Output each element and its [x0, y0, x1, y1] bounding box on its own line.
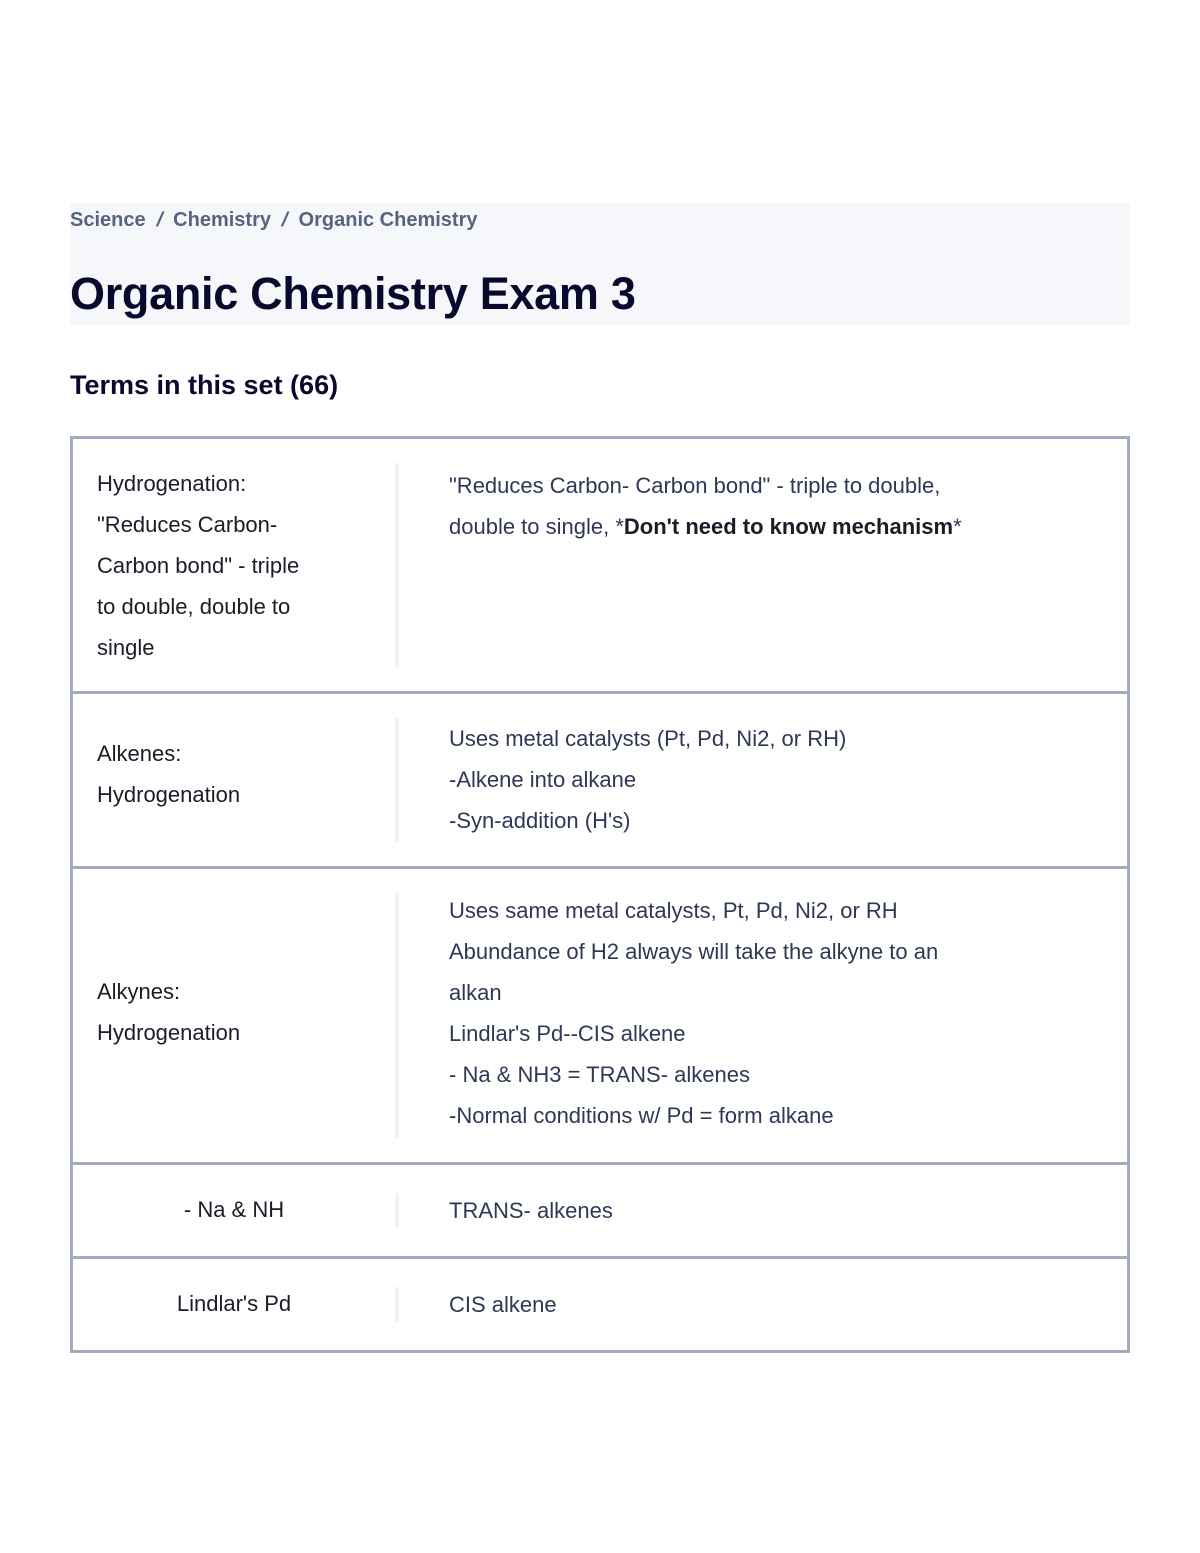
page-title: Organic Chemistry Exam 3 [70, 268, 636, 319]
definition-part: * [953, 514, 962, 539]
breadcrumb-separator: / [153, 208, 166, 231]
breadcrumb [70, 206, 478, 234]
definition-text: Uses same metal catalysts, Pt, Pd, Ni2, or RH Abundance of H2 always will take the alkyne to an alkan Lindlar's Pd--CIS alkene - Na & NH3 = TRANS- alkenes -Normal conditions w/ Pd = form alkane [449, 898, 939, 1128]
term-card [70, 436, 1130, 694]
term-card [70, 691, 1130, 869]
definition-text [399, 439, 1127, 691]
definition-text: Uses metal catalysts (Pt, Pd, Ni2, or RH) -Alkene into alkane -Syn-addition (H's) [449, 726, 847, 833]
definition-part: "Reduces Carbon- Carbon bond" - triple to double, double to single, * [449, 473, 941, 539]
definition-part-bold: Don't need to know mechanism [623, 514, 954, 539]
term-text: Alkenes: Hydrogenation [97, 741, 241, 807]
terms-heading: Terms in this set (66) [70, 370, 339, 400]
term-card [70, 1256, 1130, 1353]
term-text: Hydrogenation: "Reduces Carbon- Carbon bond" - triple to double, double to single [97, 471, 300, 660]
term-text: Lindlar's Pd [176, 1291, 292, 1316]
terms-list [70, 436, 1130, 1353]
breadcrumb-separator: / [279, 208, 291, 231]
breadcrumb-item-organic-chemistry[interactable]: Organic Chemistry [298, 208, 478, 231]
term-card [70, 866, 1130, 1165]
breadcrumb-item-science[interactable]: Science [70, 208, 146, 231]
definition-text: TRANS- alkenes [449, 1198, 613, 1223]
definition-text: CIS alkene [449, 1292, 557, 1317]
term-text: Alkynes: Hydrogenation [97, 978, 241, 1045]
term-card [70, 1162, 1130, 1259]
breadcrumb-item-chemistry[interactable]: Chemistry [173, 208, 271, 231]
term-text: - Na & NH [183, 1197, 285, 1222]
